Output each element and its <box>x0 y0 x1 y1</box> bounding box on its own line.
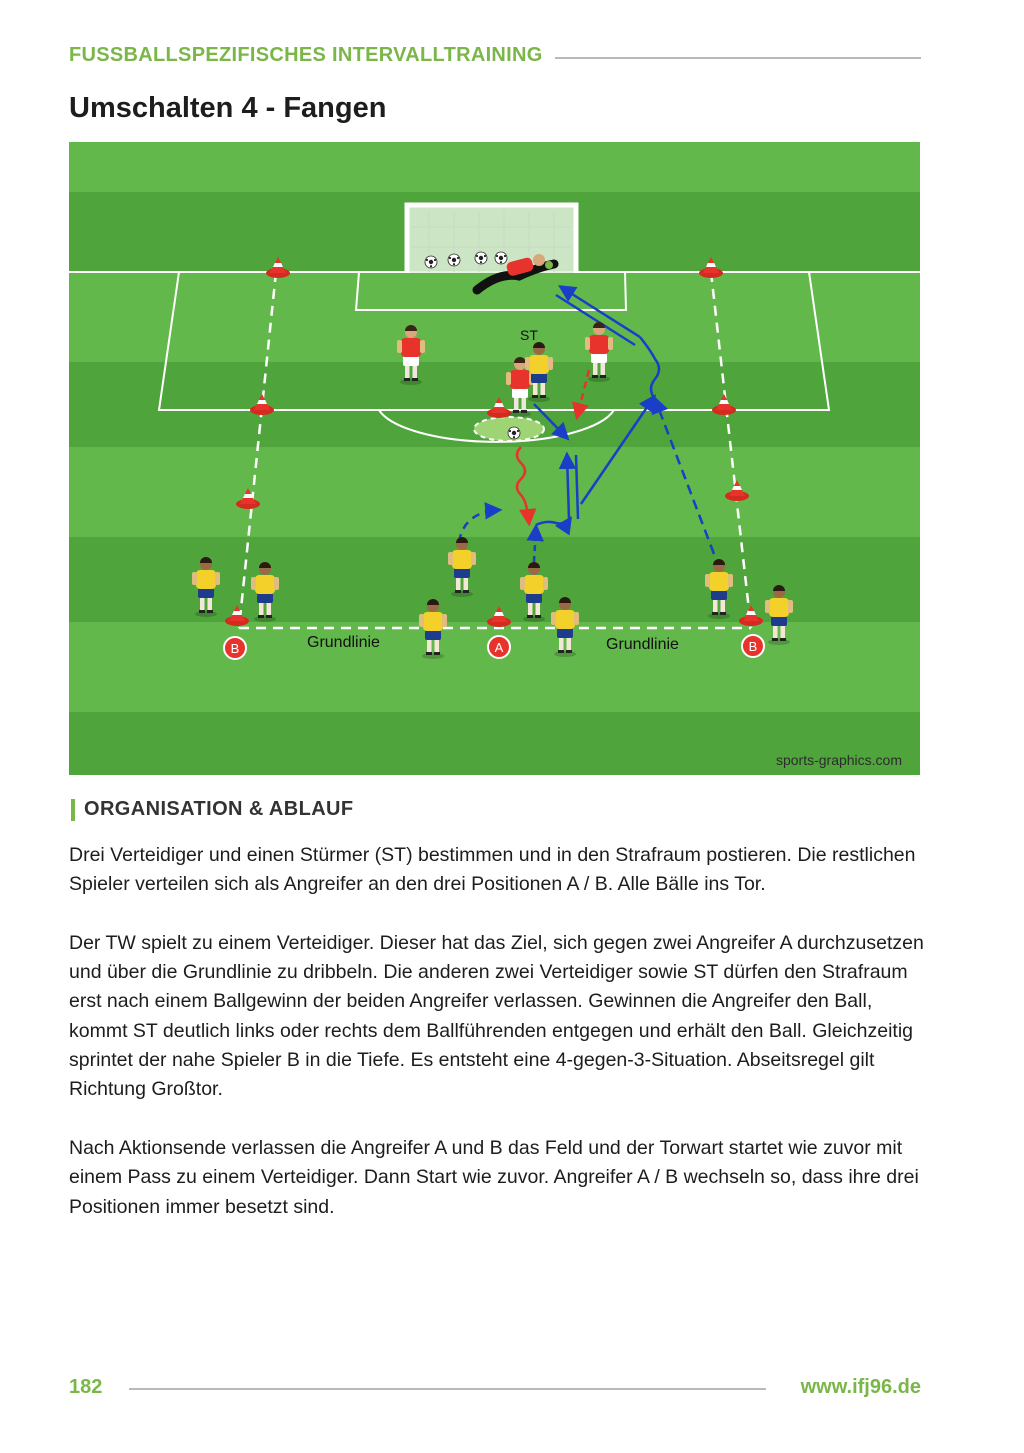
page-title: Umschalten 4 - Fangen <box>69 92 387 124</box>
label-a: A <box>494 640 504 655</box>
paragraph: Nach Aktionsende verlassen die Angreifer A und B das Feld und der Torwart startet wie zuvor mit einem Pass zu einem Verteidiger. Dann Start wie zuvor. Angreifer A / B wechseln so, dass ihre drei Positionen immer besetzt sind. <box>69 1136 919 1218</box>
label-b-left: B <box>230 641 240 656</box>
section-title: ORGANISATION & ABLAUF <box>84 798 354 820</box>
chapter-title: FUSSBALLSPEZIFISCHES INTERVALLTRAINING <box>69 44 543 66</box>
position-marker-a <box>488 636 510 658</box>
label-grundlinie-right: Grundlinie <box>606 636 679 653</box>
section-accent-bar <box>71 799 75 821</box>
label-st: ST <box>520 327 538 343</box>
image-credit: sports-graphics.com <box>775 752 902 768</box>
body-text <box>69 841 929 1251</box>
footer-rule <box>129 1388 766 1390</box>
position-marker-b-right <box>742 635 764 657</box>
footer-url: www.ifj96.de <box>800 1376 921 1398</box>
label-grundlinie-left: Grundlinie <box>307 634 380 651</box>
position-marker-b-left <box>224 637 246 659</box>
header-rule <box>555 57 921 59</box>
label-b-right: B <box>748 639 758 654</box>
page-header <box>69 44 921 72</box>
paragraph: Drei Verteidiger und einen Stürmer (ST) bestimmen und in den Strafraum postieren. Die restlichen Spieler verteilen sich als Angreifer an den drei Positionen A / B. Alle Bälle ins Tor. <box>69 844 916 896</box>
page-number: 182 <box>69 1376 103 1398</box>
training-diagram <box>69 142 920 775</box>
paragraph: Der TW spielt zu einem Verteidiger. Dieser hat das Ziel, sich gegen zwei Angreifer A durchzusetzen und über die Grundlinie zu dribbeln. Die anderen zwei Verteidiger sowie ST dürfen den Strafraum erst nach einem Ballgewinn der beiden Angreifer verlassen. Gewinnen die Angreifer den Ball, kommt ST deutlich links oder rechts dem Ballführenden entgegen und erhält den Ball. Gleichzeitig sprintet der nahe Spieler B in die Tiefe. Es entsteht eine 4-gegen-3-Situation. Abseitsregel gilt Richtung Großtor. <box>69 931 924 1101</box>
